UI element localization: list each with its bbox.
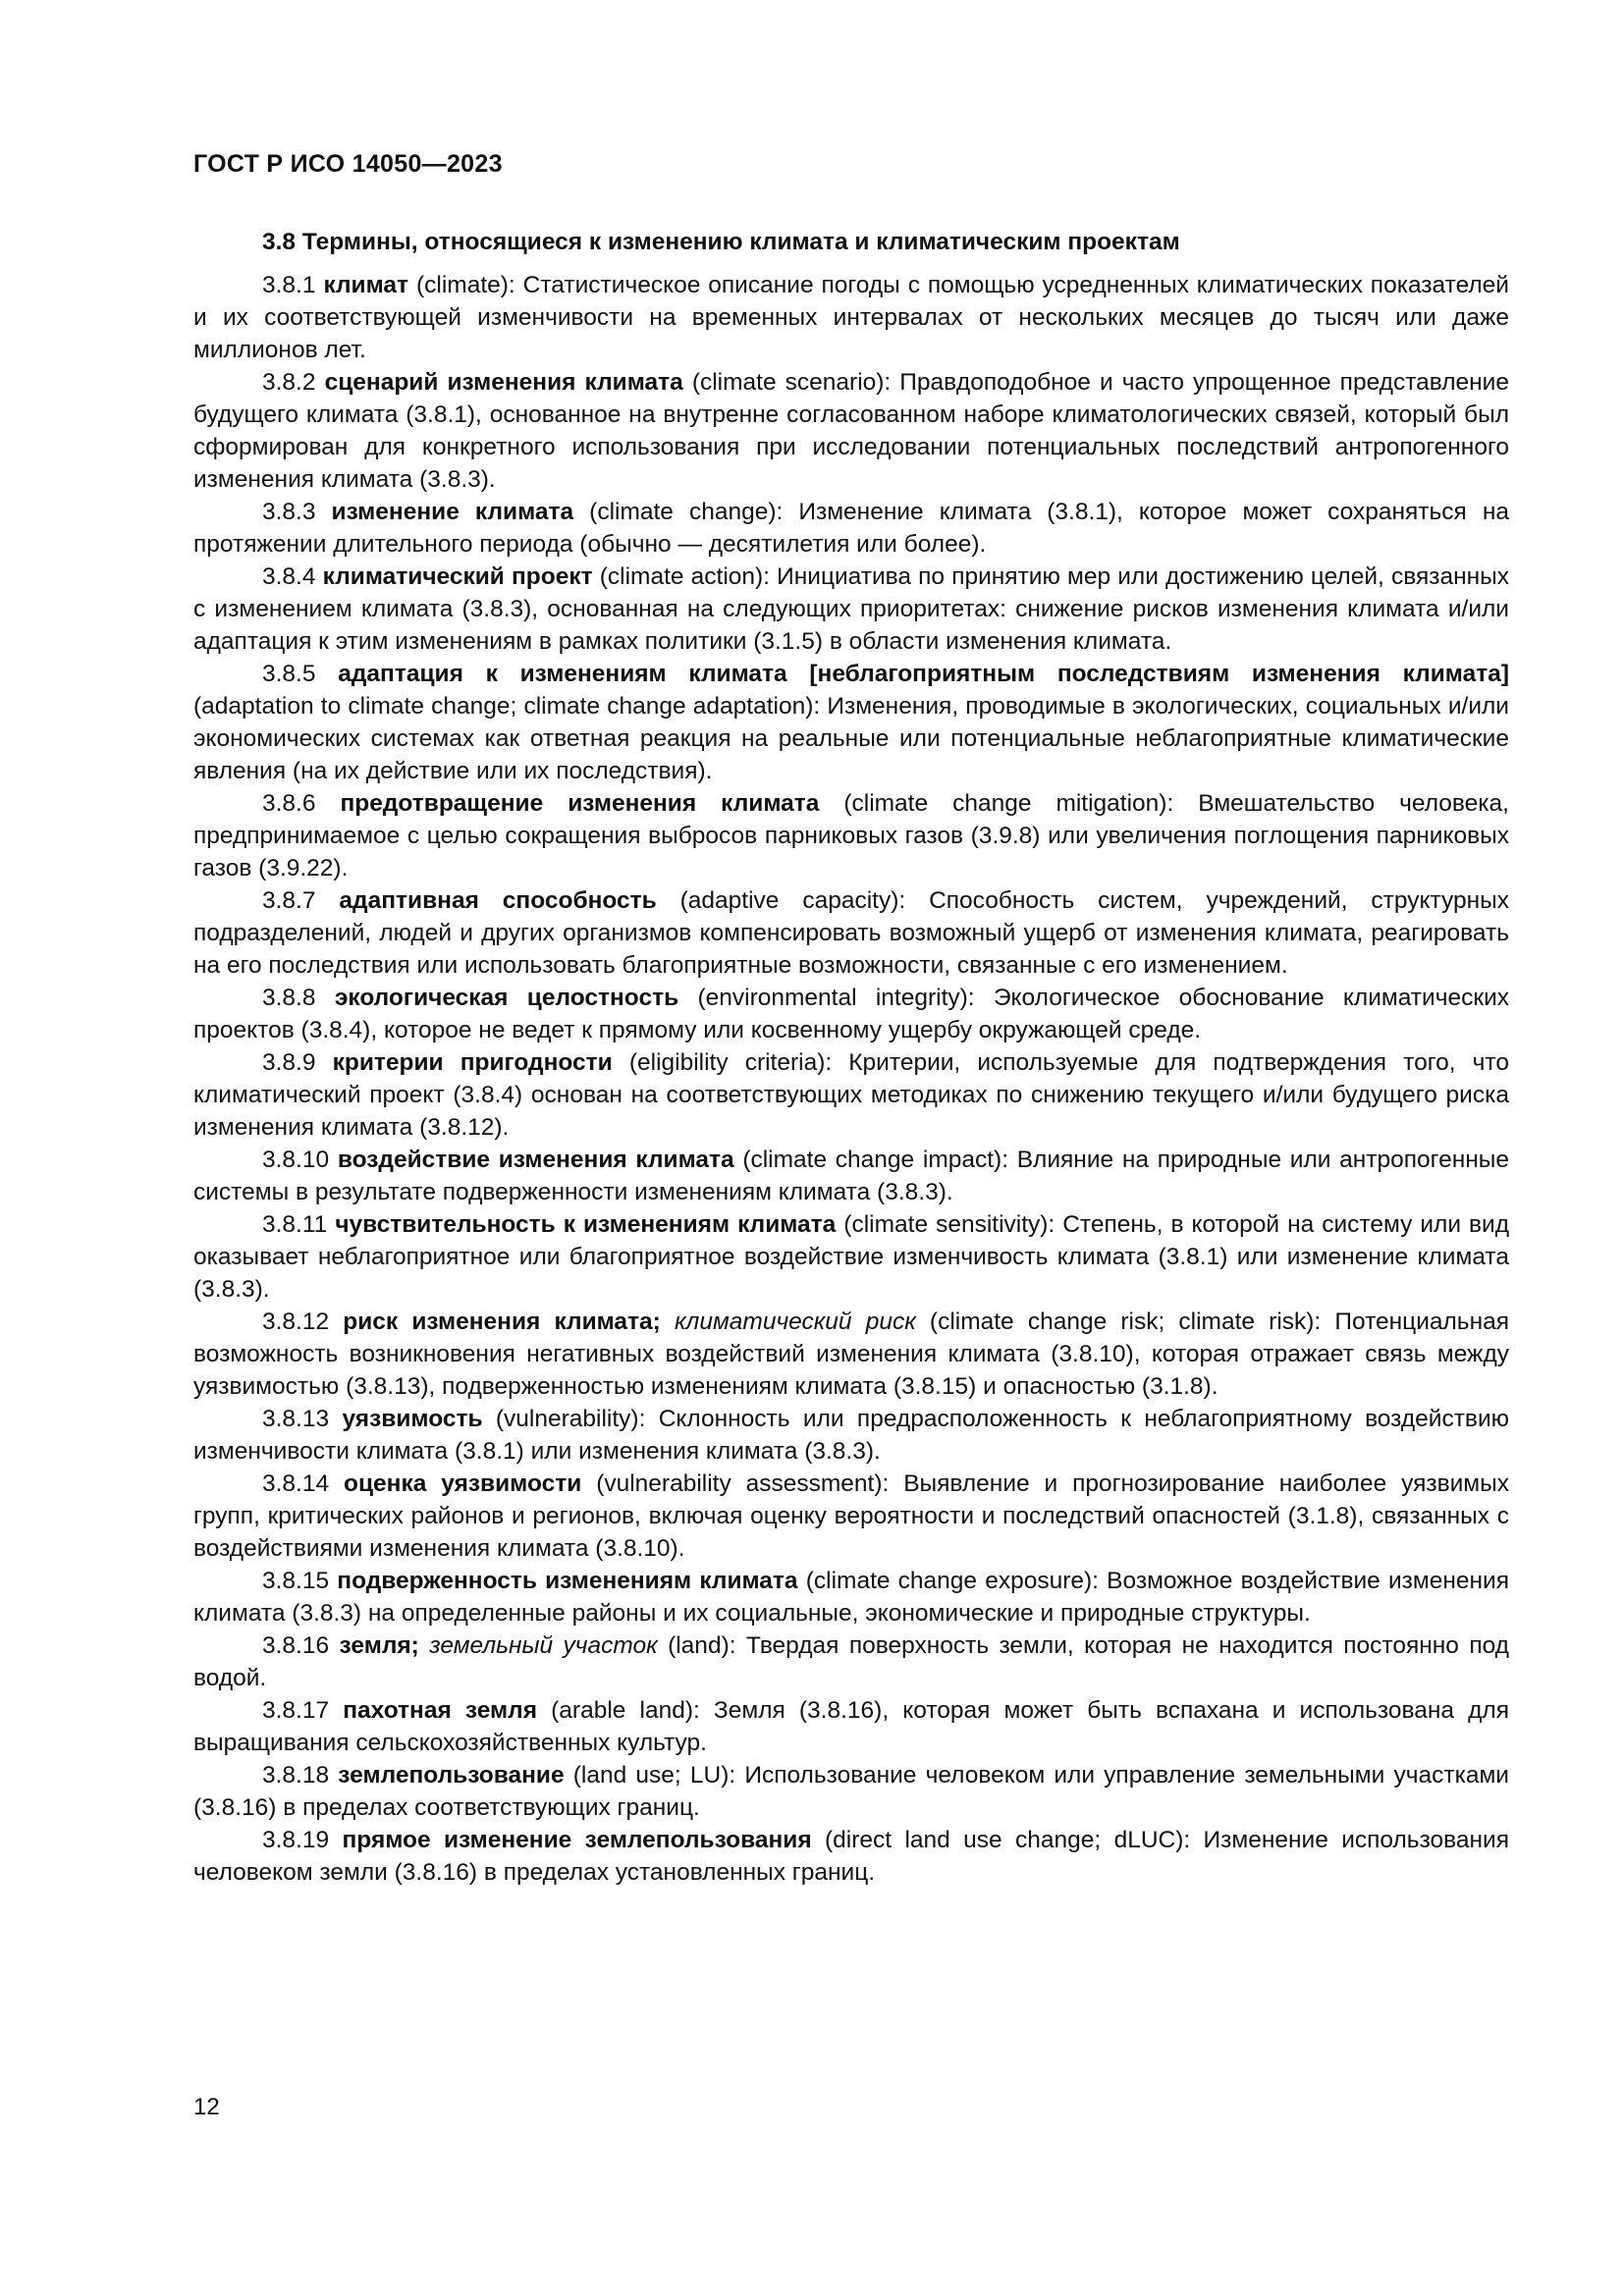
page-number: 12 (193, 2094, 220, 2120)
term-name: чувствительность к изменениям климата (335, 1211, 837, 1238)
term-definition: (arable land): Земля (3.8.16), которая может быть вспахана и использована для выращивания сельскохозяйственных культур. (193, 1697, 1509, 1756)
term-number: 3.8.9 (262, 1049, 316, 1076)
section-title: 3.8 Термины, относящиеся к изменению климата и климатическим проектам (262, 229, 1180, 255)
term-name: земля; (339, 1632, 419, 1659)
term-name: пахотная земля (343, 1697, 538, 1724)
term-number: 3.8.2 (262, 369, 316, 396)
term-entry (193, 1306, 1509, 1403)
term-name: климат (323, 272, 409, 298)
term-name: климатический проект (322, 563, 593, 590)
term-definition: (climate): Статистическое описание погоды с помощью усредненных климатических показателей и их соответствующей изменчивости на временных интервалах от нескольких месяцев до тысяч или даже миллионов лет. (193, 272, 1509, 363)
term-entry (193, 1144, 1509, 1208)
term-definition: (land use; LU): Использование человеком или управление земельными участками (3.8.16) в пределах соответствующих границ. (193, 1762, 1509, 1821)
term-number: 3.8.15 (262, 1568, 330, 1594)
term-name: предотвращение изменения климата (340, 790, 820, 817)
term-entry (193, 1046, 1509, 1144)
term-entry (193, 1565, 1509, 1629)
term-number: 3.8.8 (262, 985, 316, 1011)
term-definition: (direct land use change; dLUC): Изменение использования человеком земли (3.8.16) в пределах установленных границ. (193, 1827, 1509, 1886)
term-entry (193, 884, 1509, 982)
term-definition: (vulnerability): Склонность или предрасположенность к неблагоприятному воздействию изменчивости климата (3.8.1) или изменения климата (3.8.3). (193, 1406, 1510, 1465)
term-number: 3.8.14 (262, 1470, 330, 1497)
term-definition: (land): Твердая поверхность земли, которая не находится постоянно под водой. (193, 1632, 1509, 1691)
term-entry (193, 787, 1509, 884)
term-number: 3.8.5 (262, 661, 316, 687)
term-name: экологическая целостность (334, 985, 679, 1011)
term-name: адаптивная способность (339, 887, 657, 914)
term-entry (193, 1629, 1509, 1694)
term-number: 3.8.10 (262, 1147, 330, 1173)
term-name: риск изменения климата; (343, 1308, 661, 1335)
term-number: 3.8.18 (262, 1762, 330, 1789)
term-definition: (climate change impact): Влияние на природные или антропогенные системы в результате подверженности изменениям климата (3.8.3). (193, 1147, 1509, 1205)
term-definition: (adaptive capacity): Способность систем, учреждений, структурных подразделений, людей и других организмов компенсировать возможный ущерб от изменения климата, реагировать на его последствия или использовать благоприятные возможности, связанные с его изменением. (193, 887, 1509, 979)
term-number: 3.8.4 (262, 563, 316, 590)
term-entry (193, 561, 1509, 658)
term-definition: (environmental integrity): Экологическое обоснование климатических проектов (3.8.4), которое не ведет к прямому или косвенному ущербу окружающей среде. (193, 985, 1510, 1043)
term-name: адаптация к изменениям климата [неблагоприятным последствиям изменения климата] (338, 661, 1509, 687)
term-number: 3.8.1 (262, 272, 316, 298)
term-number: 3.8.6 (262, 790, 316, 817)
term-definition: (climate change exposure): Возможное воздействие изменения климата (3.8.3) на определенные районы и их социальные, экономические и природные структуры. (193, 1568, 1509, 1627)
term-synonym: земельный участок (418, 1632, 658, 1659)
term-number: 3.8.3 (262, 499, 316, 525)
term-definition: (adaptation to climate change; climate change adaptation): Изменения, проводимые в экологических, социальных и/или экономических системах как ответная реакция на реальные или потенциальные неблагоприятные климатические явления (на их действие или их последствия). (193, 693, 1509, 784)
term-name: сценарий изменения климата (324, 369, 683, 396)
term-name: критерии пригодности (332, 1049, 613, 1076)
term-definition: (climate sensitivity): Степень, в которой на систему или вид оказывает неблагоприятное или благоприятное воздействие изменчивость климата (3.8.1) или изменение климата (3.8.3). (193, 1211, 1509, 1303)
term-entry (193, 1468, 1509, 1565)
term-name: уязвимость (342, 1406, 483, 1432)
term-entry (193, 1759, 1509, 1824)
term-name: прямое изменение землепользования (342, 1827, 812, 1853)
document-body (193, 226, 1509, 1889)
term-name: оценка уязвимости (344, 1470, 582, 1497)
term-definition: (climate change): Изменение климата (3.8.1), которое может сохраняться на протяжении длительного периода (обычно — десятилетия или более). (193, 499, 1509, 558)
term-number: 3.8.19 (262, 1827, 330, 1853)
term-name: воздействие изменения климата (337, 1147, 734, 1173)
term-definition: (climate action): Инициатива по принятию мер или достижению целей, связанных с изменением климата (3.8.3), основанная на следующих приоритетах: снижение рисков изменения климата и/или адаптация к этим изменениям в рамках политики (3.1.5) в области изменения климата. (193, 563, 1509, 655)
term-definition: (vulnerability assessment): Выявление и прогнозирование наиболее уязвимых групп, критических районов и регионов, включая оценку вероятности и последствий опасностей (3.1.8), связанных с воздействиями изменения климата (3.8.10). (193, 1470, 1509, 1562)
term-number: 3.8.16 (262, 1632, 330, 1659)
term-definition: (climate change mitigation): Вмешательство человека, предпринимаемое с целью сокращения выбросов парниковых газов (3.9.8) или увеличения поглощения парниковых газов (3.9.22). (193, 790, 1509, 881)
term-entry (193, 366, 1509, 496)
term-definition: (climate change risk; climate risk): Потенциальная возможность возникновения негативных воздействий изменения климата (3.8.10), которая отражает связь между уязвимостью (3.8.13), подверженностью изменениям климата (3.8.15) и опасностью (3.1.8). (193, 1308, 1509, 1400)
term-number: 3.8.7 (262, 887, 316, 914)
term-entry (193, 658, 1509, 787)
term-entry (193, 496, 1509, 561)
term-name: подверженность изменениям климата (337, 1568, 798, 1594)
term-entry (193, 269, 1509, 366)
term-synonym: климатический риск (660, 1308, 916, 1335)
document-header: ГОСТ Р ИСО 14050—2023 (193, 150, 503, 178)
term-list (193, 269, 1509, 1889)
term-number: 3.8.13 (262, 1406, 330, 1432)
term-entry (193, 1824, 1509, 1889)
term-name: землепользование (338, 1762, 565, 1789)
term-definition: (eligibility criteria): Критерии, используемые для подтверждения того, что климатический проект (3.8.4) основан на соответствующих методиках по снижению текущего и/или будущего риска изменения климата (3.8.12). (193, 1049, 1509, 1141)
term-entry (193, 982, 1509, 1046)
term-number: 3.8.11 (262, 1211, 328, 1238)
term-entry (193, 1694, 1509, 1759)
term-entry (193, 1403, 1509, 1468)
term-definition: (climate scenario): Правдоподобное и часто упрощенное представление будущего климата (3.8.1), основанное на внутренне согласованном наборе климатологических связей, который был сформирован для конкретного использования при исследовании потенциальных последствий антропогенного изменения климата (3.8.3). (193, 369, 1509, 493)
term-entry (193, 1208, 1509, 1306)
term-number: 3.8.17 (262, 1697, 330, 1724)
term-number: 3.8.12 (262, 1308, 330, 1335)
term-name: изменение климата (331, 499, 574, 525)
